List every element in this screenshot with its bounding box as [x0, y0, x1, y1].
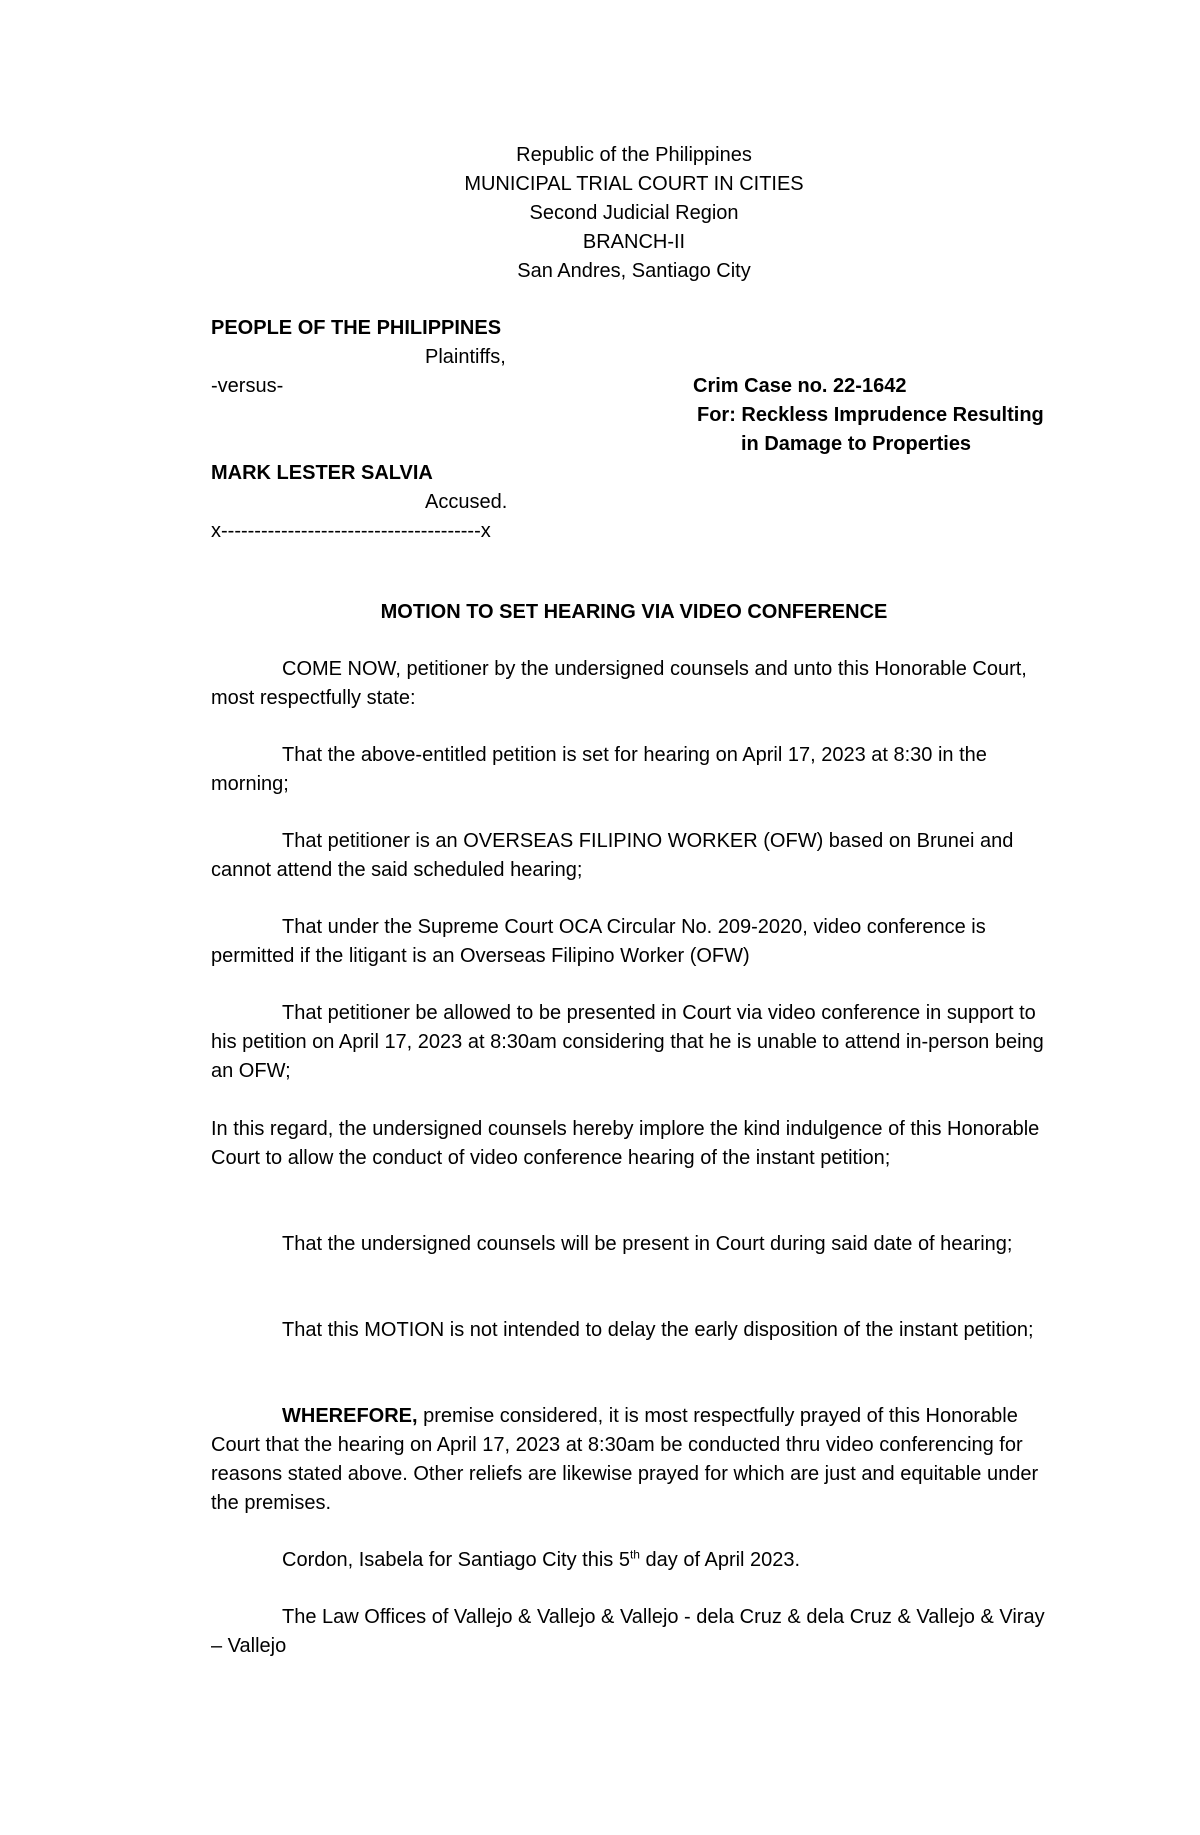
paragraph-text: The Law Offices of Vallejo & Vallejo & Vallejo - dela Cruz & dela Cruz & Vallejo & Viray – Vallejo	[211, 1606, 1045, 1657]
paragraph-text	[211, 1402, 1056, 1518]
paragraph-text: That under the Supreme Court OCA Circular No. 209-2020, video conference is permitted if the litigant is an Overseas Filipino Worker (OFW)	[211, 916, 986, 967]
header-court: MUNICIPAL TRIAL COURT IN CITIES	[464, 173, 804, 195]
case-offense-line1: For: Reckless Imprudence Resulting	[697, 404, 1044, 426]
paragraph-text: That petitioner is an OVERSEAS FILIPINO WORKER (OFW) based on Brunei and cannot attend the said scheduled hearing;	[211, 830, 1014, 881]
paragraph-text: In this regard, the undersigned counsels hereby implore the kind indulgence of this Honorable Court to allow the conduct of video conference hearing of the instant petition;	[211, 1118, 1040, 1169]
header-branch: BRANCH-II	[582, 231, 686, 253]
paragraph-text: That this MOTION is not intended to delay the early disposition of the instant petition;	[282, 1319, 1034, 1341]
paragraph-text: That the undersigned counsels will be present in Court during said date of hearing;	[282, 1233, 1013, 1255]
paragraph-text	[211, 1546, 1056, 1575]
caption-separator: x---------------------------------------x	[211, 520, 491, 542]
header-location: San Andres, Santiago City	[517, 260, 751, 282]
date-text-a: Cordon, Isabela for Santiago City this 5	[282, 1549, 630, 1571]
header-region: Second Judicial Region	[529, 202, 739, 224]
date-text-b: day of April 2023.	[639, 1549, 801, 1571]
paragraph-text: That petitioner be allowed to be presented in Court via video conference in support to his petition on April 17, 2023 at 8:30am considering that he is unable to attend in-person being an OFW;	[211, 1002, 1044, 1082]
plaintiff-role: Plaintiffs,	[425, 346, 506, 368]
paragraph-law-offices	[211, 1603, 1056, 1661]
document-title: MOTION TO SET HEARING VIA VIDEO CONFERENCE	[380, 601, 888, 623]
wherefore-label: WHEREFORE,	[282, 1405, 418, 1427]
paragraph-no-delay	[211, 1316, 1056, 1345]
paragraph-circular	[211, 913, 1056, 971]
paragraph-text: That the above-entitled petition is set for hearing on April 17, 2023 at 8:30 in the morning;	[211, 744, 987, 795]
accused-role: Accused.	[425, 491, 508, 513]
versus-label: -versus-	[211, 375, 284, 397]
paragraph-come-now	[211, 655, 1056, 713]
paragraph-ofw-status	[211, 827, 1056, 885]
accused-name: MARK LESTER SALVIA	[211, 462, 433, 484]
paragraph-text: COME NOW, petitioner by the undersigned counsels and unto this Honorable Court, most respectfully state:	[211, 658, 1027, 709]
header-republic: Republic of the Philippines	[516, 144, 752, 166]
paragraph-place-date	[211, 1546, 1056, 1575]
paragraph-hearing-date	[211, 741, 1056, 799]
wherefore-text: premise considered, it is most respectfully prayed of this Honorable Court that the hearing on April 17, 2023 at 8:30am be conducted thru video conferencing for reasons stated above. Other reliefs are likewise prayed for which are just and equitable under the premises.	[211, 1405, 1039, 1514]
case-number: Crim Case no. 22-1642	[693, 375, 907, 397]
plaintiff-name: PEOPLE OF THE PHILIPPINES	[211, 317, 502, 339]
date-ordinal: th	[629, 1547, 640, 1562]
paragraph-wherefore	[211, 1402, 1056, 1518]
case-offense-line2: in Damage to Properties	[741, 433, 972, 455]
paragraph-video-request	[211, 999, 1056, 1086]
paragraph-indulgence	[211, 1115, 1056, 1173]
paragraph-counsel-presence	[211, 1230, 1056, 1259]
